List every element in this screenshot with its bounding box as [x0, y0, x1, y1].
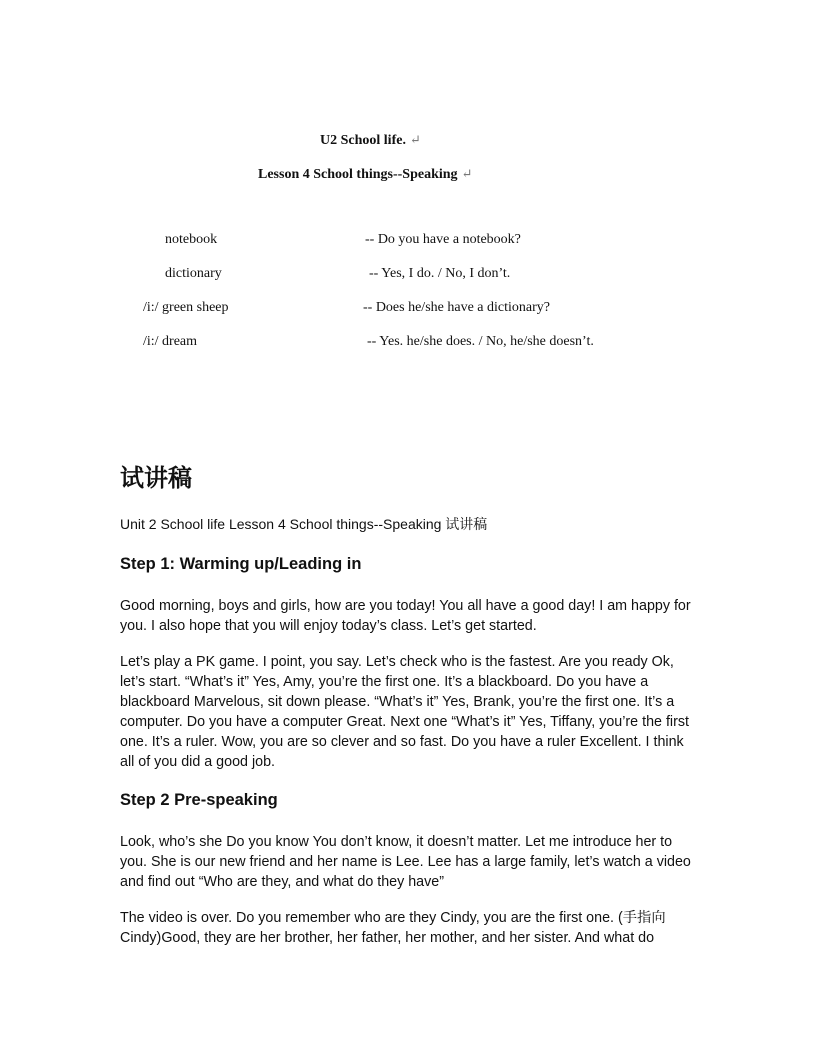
- vocab-sentence: -- Yes, I do. / No, I don’t.: [369, 266, 511, 281]
- unit-title-text: U2 School life.: [320, 133, 406, 148]
- step1-heading: Step 1: Warming up/Leading in: [120, 555, 362, 573]
- vocab-word: dictionary: [165, 266, 222, 281]
- vocab-sentence: -- Do you have a notebook?: [365, 232, 521, 247]
- lesson-subtitle-text: Lesson 4 School things--Speaking: [258, 167, 458, 182]
- vocab-word: /i:/ dream: [143, 334, 198, 349]
- step2-paragraph-2: The video is over. Do you remember who are they Cindy, you are the first one. (手指向 Cindy)Good, they are her brother, her father, her mother, and her sister. And what do: [120, 910, 666, 946]
- vocab-sentence: -- Yes. he/she does. / No, he/she doesn’t.: [367, 334, 594, 349]
- doc-body: [120, 552, 700, 964]
- lesson-subtitle: [258, 166, 472, 183]
- page-heading: 试讲稿: [120, 464, 192, 492]
- step1-paragraph-1: Good morning, boys and girls, how are you today! You all have a good day! I am happy for you. I also hope that you will enjoy today’s class. Let’s get started.: [120, 598, 691, 634]
- paragraph-mark-icon: ↵: [461, 166, 473, 181]
- lesson-unit-title: [320, 132, 421, 149]
- step2-paragraph-1: Look, who’s she Do you know You don’t know, it doesn’t matter. Let me introduce her to you. She is our new friend and her name is Lee. Lee has a large family, let’s watch a video and find out “Who are they, and what do they have”: [120, 834, 691, 890]
- step1-paragraph-2: Let’s play a PK game. I point, you say. Let’s check who is the fastest. Are you ready Ok, let’s start. “What’s it” Yes, Amy, you’re the first one. It’s a blackboard. Do you have a blackboard Marvelous, sit down please. “What’s it” Yes, Brank, you’re the first one. It’s a computer. Do you have a computer Great. Next one “What’s it” Yes, Tiffany, you’re the first one. It’s a ruler. Wow, you are so clever and so fast. Do you have a ruler Excellent. I think all of you did a good job.: [120, 654, 689, 770]
- vocab-word: /i:/ green sheep: [143, 300, 229, 315]
- paragraph-mark-icon: ↵: [409, 132, 421, 147]
- step2-heading: Step 2 Pre-speaking: [120, 791, 278, 809]
- vocab-word: notebook: [165, 232, 218, 247]
- vocab-sentence: -- Does he/she have a dictionary?: [363, 300, 550, 315]
- doc-subtitle: Unit 2 School life Lesson 4 School things--Speaking 试讲稿: [120, 516, 488, 532]
